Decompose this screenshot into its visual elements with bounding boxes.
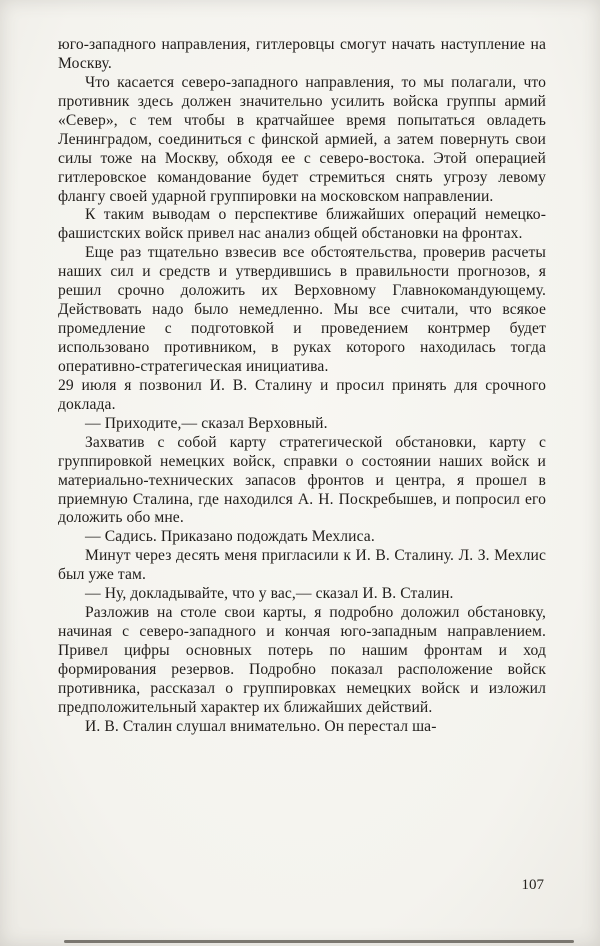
paragraph: К таким выводам о перспективе ближайших операций немецко-фашистских войск привел нас анализ общей обстановки на фронтах. — [58, 206, 546, 243]
paragraph: И. В. Сталин слушал внимательно. Он перестал ша- — [85, 717, 437, 735]
paragraph: 29 июля я позвонил И. В. Сталину и просил принять для срочного доклада. — [58, 376, 546, 413]
paragraph: Разложив на столе свои карты, я подробно доложил обстановку, начиная с северо-западного и кончая юго-западным направлением. Привел цифры основных потерь по нашим фронтам и ход формирования резервов. Подробно показал расположение войск противника, рассказал о группировках немецких войск и изложил предположительный характер их ближайших действий. — [58, 604, 546, 716]
paragraph: Что касается северо-западного направления, то мы полагали, что противник здесь должен значительно усилить войска группы армий «Север», с тем чтобы в кратчайшее время попытаться овладеть Ленинградом, соединиться с финской армией, а затем повернуть свои силы тоже на Москву, обходя ее с северо-востока. Этой операцией гитлеровское командование будет стремиться снять угрозу левому флангу своей ударной группировки на московском направлении. — [58, 73, 546, 205]
paragraph-dialogue: — Приходите,— сказал Верховный. — [85, 414, 328, 432]
scan-edge-artifact — [64, 940, 574, 943]
paragraph: Еще раз тщательно взвесив все обстоятельства, проверив расчеты наших сил и средств и утвердившись в правильности прогнозов, я решил срочно доложить их Верховному Главнокомандующему. Действовать надо было немедленно. Мы все считали, что всякое промедление с подготовкой и проведением контрмер будет использовано противником, в руках которого находилась тогда оперативно-стратегическая инициатива. — [58, 244, 546, 375]
paragraph-dialogue: — Садись. Приказано подождать Мехлиса. — [85, 528, 375, 546]
paragraph: Минут через десять меня пригласили к И. В. Сталину. Л. З. Мехлис был уже там. — [58, 547, 546, 584]
paragraph: Захватив с собой карту стратегической обстановки, карту с группировкой немецких войск, справки о состоянии наших войск и материально-технических запасов фронтов и центра, я прошел в приемную Сталина, где находился А. Н. Поскребышев, и попросил его доложить обо мне. — [58, 433, 546, 527]
page-number: 107 — [521, 877, 544, 893]
page-text-block — [58, 36, 546, 737]
paragraph-dialogue: — Ну, докладывайте, что у вас,— сказал И. В. Сталин. — [85, 585, 454, 603]
paragraph: юго-западного направления, гитлеровцы смогут начать наступление на Москву. — [58, 36, 546, 72]
